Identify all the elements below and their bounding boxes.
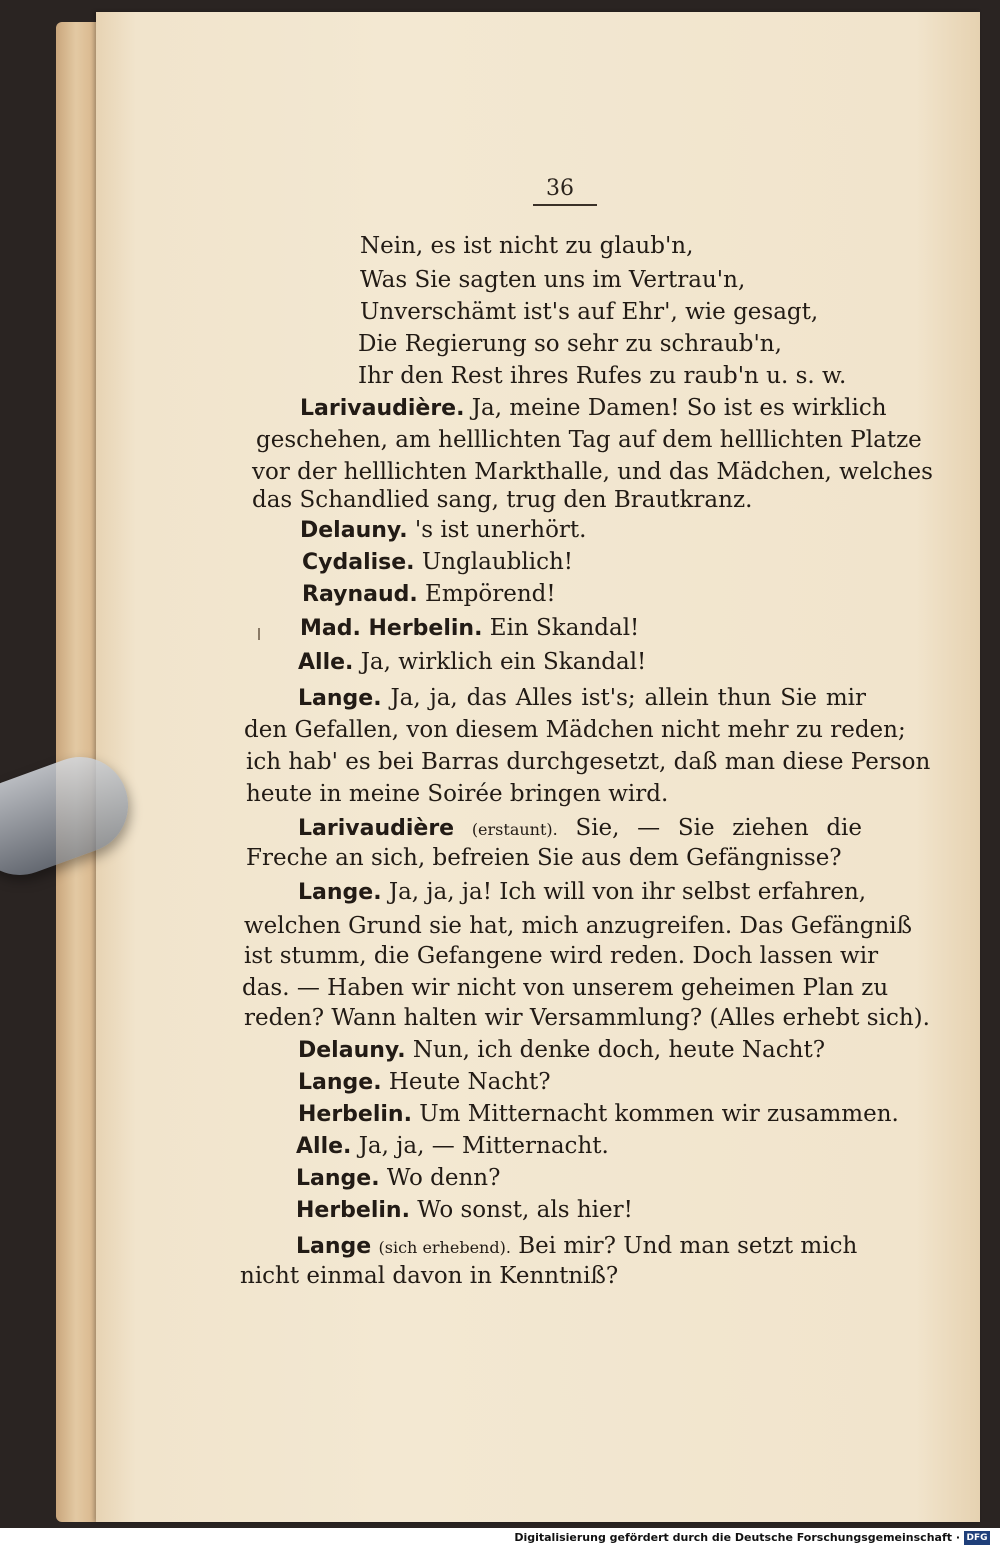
- continuation-text: ich hab' es bei Barras durchgesetzt, daß man diese Person: [246, 749, 931, 775]
- speaker-name: Lange.: [298, 686, 382, 711]
- speech-text: Ja, wirklich ein Skandal!: [360, 649, 647, 675]
- speech-text: 's ist unerhört.: [414, 517, 587, 543]
- continuation-text: Freche an sich, befreien Sie aus dem Gefängnisse?: [246, 845, 842, 871]
- speech-text: Wo sonst, als hier!: [417, 1197, 633, 1223]
- continuation-text: vor der helllichten Markthalle, und das Mädchen, welches: [252, 459, 933, 485]
- speaker-name: Mad. Herbelin.: [300, 616, 483, 641]
- speech-text: Um Mitternacht kommen wir zusammen.: [419, 1101, 899, 1127]
- speaker-name: Larivaudière: [298, 816, 455, 841]
- text-line: [298, 648, 646, 677]
- text-line: [296, 1164, 500, 1193]
- text-line: [298, 1068, 551, 1097]
- continuation-text: welchen Grund sie hat, mich anzugreifen. Das Gefängniß: [244, 913, 912, 939]
- text-line: [300, 394, 887, 423]
- text-line: [360, 298, 818, 326]
- speech-text: Ja, ja, das Alles ist's; allein thun Sie mir: [390, 685, 866, 711]
- text-line: [360, 232, 693, 260]
- text-line: [302, 548, 573, 577]
- text-line: [246, 780, 668, 808]
- text-line: [298, 1036, 825, 1065]
- text-line: [300, 516, 586, 545]
- continuation-text: das. — Haben wir nicht von unserem geheimen Plan zu: [242, 975, 889, 1001]
- text-line: [296, 1132, 609, 1161]
- speaker-name: Lange.: [296, 1166, 380, 1191]
- speech-text: Ja, ja, ja! Ich will von ihr selbst erfahren,: [388, 879, 867, 905]
- speech-text: Unglaublich!: [421, 549, 574, 575]
- continuation-text: Die Regierung so sehr zu schraub'n,: [358, 331, 782, 357]
- speech-text: Nun, ich denke doch, heute Nacht?: [412, 1037, 826, 1063]
- speech-text: Ein Skandal!: [489, 615, 640, 641]
- speech-text: Ja, meine Damen! So ist es wirklich: [471, 395, 887, 421]
- ink-mark: [258, 628, 260, 640]
- text-line: [252, 486, 752, 514]
- continuation-text: ist stumm, die Gefangene wird reden. Doch lassen wir: [244, 943, 879, 969]
- stage-direction: (sich erhebend).: [378, 1238, 511, 1257]
- page-number: 36: [546, 176, 574, 201]
- text-line: [296, 1232, 856, 1262]
- speech-text: Sie, — Sie ziehen die: [575, 815, 863, 841]
- stage-direction: (erstaunt).: [471, 820, 558, 839]
- text-line: [246, 748, 931, 776]
- speaker-name: Raynaud.: [302, 582, 418, 607]
- text-line: [252, 458, 933, 486]
- footer-bar: [0, 1528, 1000, 1549]
- speaker-name: Larivaudière.: [300, 396, 465, 421]
- continuation-text: Ihr den Rest ihres Rufes zu raub'n u. s. w.: [358, 363, 847, 389]
- text-line: [300, 614, 639, 643]
- speaker-name: Herbelin.: [296, 1198, 410, 1223]
- text-line: [244, 716, 906, 744]
- text-line: [244, 1004, 930, 1032]
- speaker-name: Lange.: [298, 880, 382, 905]
- speaker-name: Delauny.: [298, 1038, 406, 1063]
- page-number-rule: [533, 204, 597, 206]
- speaker-name: Alle.: [296, 1134, 352, 1159]
- speaker-name: Lange: [296, 1234, 372, 1259]
- text-line: [360, 266, 745, 294]
- speaker-name: Alle.: [298, 650, 354, 675]
- text-line: [246, 844, 842, 872]
- text-line: [256, 426, 922, 454]
- text-line: [244, 912, 912, 940]
- text-line: [298, 814, 862, 844]
- continuation-text: nicht einmal davon in Kenntniß?: [240, 1263, 619, 1289]
- dfg-logo: DFG: [964, 1531, 990, 1545]
- text-line: [296, 1196, 633, 1225]
- speaker-name: Delauny.: [300, 518, 408, 543]
- continuation-text: den Gefallen, von diesem Mädchen nicht mehr zu reden;: [244, 717, 906, 743]
- text-line: [298, 1100, 899, 1129]
- continuation-text: reden? Wann halten wir Versammlung? (Alles erhebt sich).: [244, 1005, 930, 1031]
- speech-text: Ja, ja, — Mitternacht.: [358, 1133, 609, 1159]
- continuation-text: heute in meine Soirée bringen wird.: [246, 781, 669, 807]
- speech-text: Heute Nacht?: [388, 1069, 551, 1095]
- continuation-text: Nein, es ist nicht zu glaub'n,: [360, 233, 694, 259]
- speech-text: Empörend!: [425, 581, 556, 607]
- speaker-name: Herbelin.: [298, 1102, 412, 1127]
- speaker-name: Lange.: [298, 1070, 382, 1095]
- speech-text: Bei mir? Und man setzt mich: [518, 1233, 858, 1259]
- text-line: [242, 974, 889, 1002]
- text-line: [358, 362, 846, 390]
- speech-text: Wo denn?: [386, 1165, 501, 1191]
- text-line: [302, 580, 556, 609]
- continuation-text: geschehen, am helllichten Tag auf dem helllichten Platze: [256, 427, 922, 453]
- text-line: [298, 878, 867, 907]
- text-line: [240, 1262, 618, 1290]
- continuation-text: Unverschämt ist's auf Ehr', wie gesagt,: [360, 299, 819, 325]
- speaker-name: Cydalise.: [302, 550, 415, 575]
- text-line: [244, 942, 879, 970]
- funding-credit: Digitalisierung gefördert durch die Deutsche Forschungsgemeinschaft ·: [514, 1531, 960, 1544]
- continuation-text: Was Sie sagten uns im Vertrau'n,: [360, 267, 746, 293]
- text-line: [298, 684, 866, 713]
- text-line: [358, 330, 782, 358]
- continuation-text: das Schandlied sang, trug den Brautkranz.: [252, 487, 753, 513]
